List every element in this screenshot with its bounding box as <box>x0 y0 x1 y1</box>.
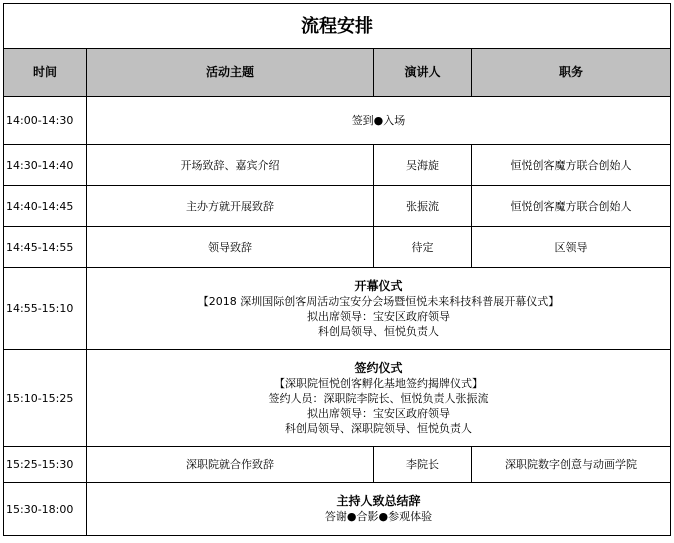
table-row <box>4 268 671 350</box>
ceremony-line: 【2018 深圳国际创客周活动宝安分会场暨恒悦未来科技科普展开幕仪式】 <box>197 294 560 308</box>
position-cell: 恒悦创客魔方联合创始人 <box>472 186 671 227</box>
table-row <box>4 447 671 483</box>
time-cell: 15:25-15:30 <box>4 447 87 483</box>
header-position: 职务 <box>472 49 671 97</box>
header-time: 时间 <box>4 49 87 97</box>
topic-cell: 深职院就合作致辞 <box>87 447 374 483</box>
time-cell: 14:00-14:30 <box>4 97 87 145</box>
table-row <box>4 145 671 186</box>
speaker-cell: 李院长 <box>374 447 472 483</box>
ceremony-cell <box>87 350 671 447</box>
position-cell: 恒悦创客魔方联合创始人 <box>472 145 671 186</box>
header-row <box>4 49 671 97</box>
closing-cell <box>87 483 671 536</box>
closing-line: 答谢●合影●参观体验 <box>324 510 433 523</box>
header-topic: 活动主题 <box>87 49 374 97</box>
ceremony-line: 拟出席领导：宝安区政府领导 <box>307 309 450 323</box>
position-cell: 深职院数字创意与动画学院 <box>472 447 671 483</box>
table-row <box>4 97 671 145</box>
ceremony-line: 拟出席领导：宝安区政府领导 <box>307 406 450 420</box>
ceremony-line: 签约人员：深职院李院长、恒悦负责人张振流 <box>268 391 489 405</box>
table-row <box>4 483 671 536</box>
ceremony-line: 科创局领导、恒悦负责人 <box>318 324 439 338</box>
position-cell: 区领导 <box>472 227 671 268</box>
topic-cell: 主办方就开展致辞 <box>87 186 374 227</box>
closing-heading: 主持人致总结辞 <box>336 494 421 508</box>
speaker-cell: 吴海旋 <box>374 145 472 186</box>
header-speaker: 演讲人 <box>374 49 472 97</box>
schedule-sheet <box>3 3 671 536</box>
time-cell: 14:55-15:10 <box>4 268 87 350</box>
ceremony-heading: 开幕仪式 <box>354 278 403 293</box>
time-cell: 15:30-18:00 <box>4 483 87 536</box>
table-row <box>4 186 671 227</box>
speaker-cell: 待定 <box>374 227 472 268</box>
ceremony-cell <box>87 268 671 350</box>
time-cell: 14:30-14:40 <box>4 145 87 186</box>
topic-cell: 开场致辞、嘉宾介绍 <box>87 145 374 186</box>
time-cell: 15:10-15:25 <box>4 350 87 447</box>
table-row <box>4 227 671 268</box>
time-cell: 14:45-14:55 <box>4 227 87 268</box>
speaker-cell: 张振流 <box>374 186 472 227</box>
ceremony-line: 科创局领导、深职院领导、恒悦负责人 <box>285 421 472 435</box>
table-row <box>4 350 671 447</box>
topic-cell: 领导致辞 <box>87 227 374 268</box>
time-cell: 14:40-14:45 <box>4 186 87 227</box>
schedule-table <box>3 3 671 536</box>
table-title: 流程安排 <box>4 4 671 49</box>
merged-activity-cell: 签到●入场 <box>87 97 671 145</box>
ceremony-line: 【深职院恒悦创客孵化基地签约揭牌仪式】 <box>274 376 483 390</box>
ceremony-heading: 签约仪式 <box>354 360 403 375</box>
